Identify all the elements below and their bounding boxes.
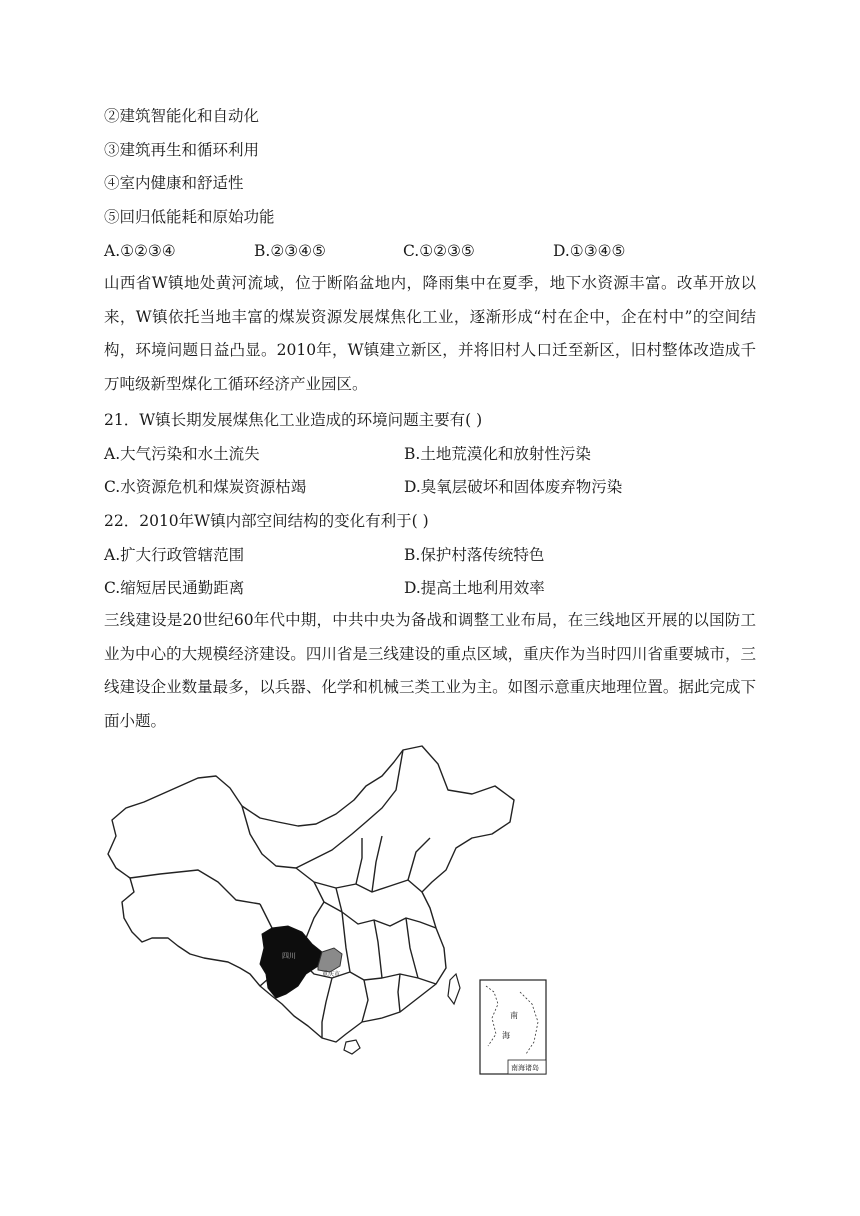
answer-option-d: D.提高土地利用效率 bbox=[404, 579, 545, 597]
list-item: ②建筑智能化和自动化 bbox=[104, 107, 260, 125]
hainan-island bbox=[344, 1040, 360, 1054]
list-item: ③建筑再生和循环利用 bbox=[104, 141, 260, 159]
taiwan-island bbox=[448, 974, 460, 1004]
map-label-chongqing: 重庆市 bbox=[322, 971, 341, 978]
answer-option-b: B.②③④⑤ bbox=[254, 242, 326, 260]
china-outline bbox=[108, 746, 514, 1042]
passage-shanxi: 山西省W镇地处黄河流域，位于断陷盆地内，降雨集中在夏季，地下水资源丰富。改革开放以来，W镇依托当地丰富的煤炭资源发展煤焦化工业，逐渐形成“村在企中，企在村中”的空间结构，环境问题日益凸显。2010年，W镇建立新区，并将旧村人口迁至新区，旧村整体改造成千万吨级新型煤化工循环经济产业园区。 bbox=[104, 274, 756, 394]
answer-option-b: B.土地荒漠化和放射性污染 bbox=[404, 445, 591, 463]
answer-option-b: B.保护村落传统特色 bbox=[404, 546, 545, 564]
inset-label-hai: 海 bbox=[502, 1031, 510, 1040]
answer-option-a: A.①②③④ bbox=[104, 242, 176, 260]
list-item: ⑤回归低能耗和原始功能 bbox=[104, 208, 275, 226]
question-22-stem: 22．2010年W镇内部空间结构的变化有利于( ) bbox=[104, 512, 429, 530]
question-21-stem: 21．W镇长期发展煤焦化工业造成的环境问题主要有( ) bbox=[104, 411, 483, 429]
answer-option-c: C.水资源危机和煤炭资源枯竭 bbox=[104, 478, 307, 496]
south-china-sea-inset bbox=[480, 980, 546, 1074]
answer-option-d: D.臭氧层破坏和固体废弃物污染 bbox=[404, 478, 623, 496]
answer-option-c: C.缩短居民通勤距离 bbox=[104, 579, 245, 597]
answer-option-d: D.①③④⑤ bbox=[553, 242, 626, 260]
map-label-sichuan: 四川 bbox=[282, 952, 296, 960]
china-map-figure bbox=[100, 742, 560, 1082]
inset-label-nan: 南 bbox=[510, 1011, 518, 1020]
answer-option-a: A.大气污染和水土流失 bbox=[104, 445, 260, 463]
inset-caption: 南海诸岛 bbox=[511, 1064, 539, 1072]
answer-option-c: C.①②③⑤ bbox=[403, 242, 475, 260]
answer-option-a: A.扩大行政管辖范围 bbox=[104, 546, 245, 564]
passage-third-front: 三线建设是20世纪60年代中期，中共中央为备战和调整工业布局，在三线地区开展的以国防工业为中心的大规模经济建设。四川省是三线建设的重点区域，重庆作为当时四川省重要城市，三线建设企业数量最多，以兵器、化学和机械三类工业为主。如图示意重庆地理位置。据此完成下面小题。 bbox=[104, 611, 756, 731]
list-item: ④室内健康和舒适性 bbox=[104, 174, 244, 192]
sichuan-province bbox=[260, 926, 322, 998]
